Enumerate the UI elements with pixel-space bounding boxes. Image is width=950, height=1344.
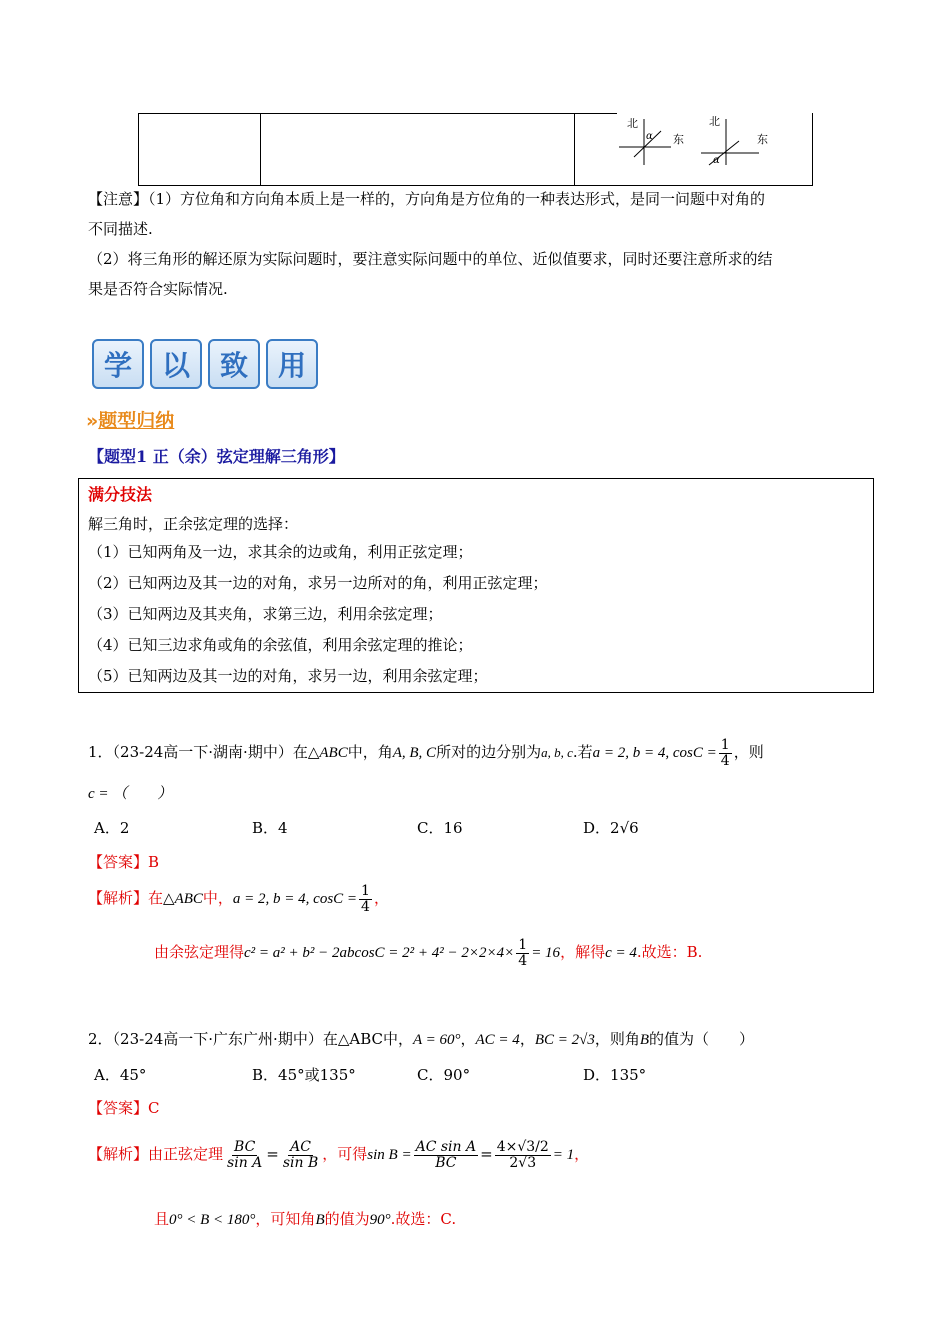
tips-intro: 解三角时，正余弦定理的选择： — [88, 515, 299, 533]
topic1-title: 【题型1 正（余）弦定理解三角形】 — [88, 447, 345, 466]
q1-option-a: A．2 — [94, 819, 130, 837]
section-heading: »题型归纳 — [86, 410, 175, 432]
q2-option-d: D．135° — [583, 1066, 647, 1084]
top-table — [138, 113, 813, 186]
note-line-2: 不同描述. — [88, 220, 153, 238]
note-line-1: 【注意】（1）方位角和方向角本质上是一样的，方向角是方位角的一种表达形式，是同一问题中对角的 — [88, 190, 766, 208]
banner-char-2: 以 — [150, 339, 202, 389]
q1-stem: 1．（23-24高一下·湖南·期中）在△ABC中，角A, B, C所对的边分别为a, b, c.若a = 2, b = 4, cosC = $\frac{1}{4}$ ，则 — [88, 737, 764, 769]
note-line-3: （2）将三角形的解还原为实际问题时，要注意实际问题中的单位、近似值要求，同时还要注意所求的结 — [88, 250, 773, 268]
q2-answer: 【答案】C — [88, 1099, 160, 1117]
tips-item: （1）已知两角及一边，求其余的边或角，利用正弦定理； — [88, 543, 473, 561]
banner-char-4: 用 — [266, 339, 318, 389]
q2-option-c: C．90° — [417, 1066, 471, 1084]
note-line-4: 果是否符合实际情况. — [88, 280, 228, 298]
east-label-2: 东 — [757, 133, 768, 146]
q2-option-a: A．45° — [94, 1066, 147, 1084]
q1-analysis: 【解析】在△ABC中，a = 2, b = 4, cosC = $\frac{1}{4}$ ， — [88, 883, 389, 915]
double-chevron-icon: » — [86, 410, 99, 432]
north-label: 北 — [627, 117, 638, 130]
tips-item: （2）已知两边及其一边的对角，求另一边所对的角，利用正弦定理； — [88, 574, 548, 592]
alpha-label: α — [646, 131, 653, 142]
q2-stem: 2．（23-24高一下·广东广州·期中）在△ABC中，A = 60°，AC = 4，BC = 2√3，则角B的值为（ ） — [88, 1030, 755, 1048]
q1-analysis-line-2: 由余弦定理得c² = a² + b² − 2abcosC = 2² + 4² − 2×2×4× $\frac{1}{4}$ = 16，解得c = 4.故选：B. — [154, 937, 703, 969]
tips-item: （5）已知两边及其一边的对角，求另一边，利用余弦定理； — [88, 667, 488, 685]
q1-option-d: D．2√6 — [583, 819, 639, 837]
north-label-2: 北 — [709, 115, 720, 128]
tips-item: （3）已知两边及其夹角，求第三边，利用余弦定理； — [88, 605, 443, 623]
q1-answer: 【答案】B — [88, 853, 160, 871]
q1-option-b: B．4 — [252, 819, 288, 837]
q2-analysis-line-2: 且0° < B < 180°，可知角B的值为90°.故选：C. — [154, 1210, 457, 1228]
q2-option-b: B．45°或135° — [252, 1066, 356, 1084]
tips-item: （4）已知三边求角或角的余弦值，利用余弦定理的推论； — [88, 636, 473, 654]
bearing-diagram — [609, 113, 809, 183]
alpha-label-2: α — [713, 155, 720, 166]
q2-analysis: 【解析】由正弦定理 $\frac{BC}{\text{sin A}}$ = $\frac{AC}{\text{sin B}}$ ，可得sin B = $\frac{\text{AC sin A}}{BC}$ = $\frac{4\times√3/2}{2√3}$ = 1， — [88, 1139, 590, 1171]
tips-box — [78, 478, 874, 693]
tips-title: 满分技法 — [88, 485, 153, 504]
banner-char-3: 致 — [208, 339, 260, 389]
east-label: 东 — [673, 133, 684, 146]
q1-stem-2: c = （ ） — [88, 786, 173, 802]
banner-char-1: 学 — [92, 339, 144, 389]
q1-option-c: C．16 — [417, 819, 463, 837]
